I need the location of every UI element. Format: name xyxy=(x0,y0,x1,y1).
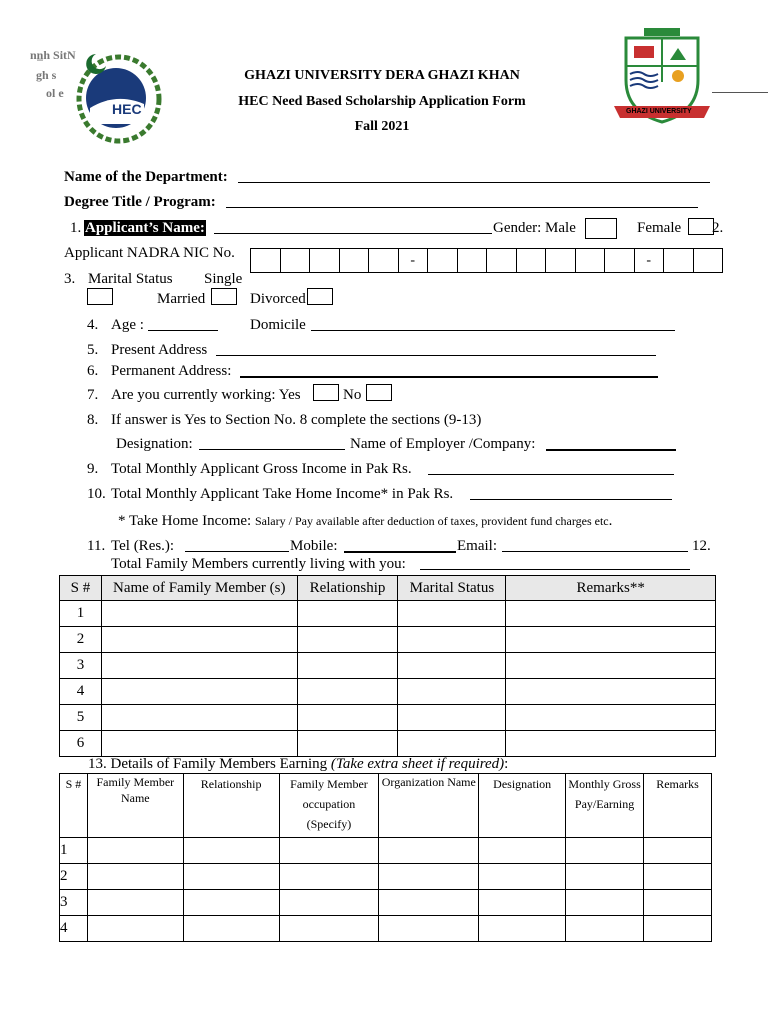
table-cell[interactable] xyxy=(566,864,644,890)
row-number: 3 xyxy=(60,890,88,916)
table-cell[interactable] xyxy=(506,653,716,679)
email-field[interactable] xyxy=(502,537,688,552)
table-cell[interactable] xyxy=(644,916,712,942)
row-number: 1 xyxy=(60,838,88,864)
q3-number: 3. xyxy=(64,271,76,287)
left-logo-text-1: nn̲h SitN xyxy=(30,48,76,62)
q8-number: 8. xyxy=(87,412,99,428)
male-checkbox[interactable] xyxy=(585,218,617,239)
col-header: Designation xyxy=(479,774,566,838)
table-cell[interactable] xyxy=(506,731,716,757)
divorced-label: Divorced xyxy=(250,291,306,307)
table-row xyxy=(60,601,716,627)
table-cell[interactable] xyxy=(297,705,398,731)
working-no-checkbox[interactable] xyxy=(366,384,392,401)
table-cell[interactable] xyxy=(479,890,566,916)
q9-number: 9. xyxy=(87,461,99,477)
university-name: GHAZI UNIVERSITY DERA GHAZI KHAN xyxy=(244,68,520,83)
table-cell[interactable] xyxy=(644,890,712,916)
col-header: Relationship xyxy=(297,576,398,601)
take-home-note-text: Salary / Pay available after deduction of taxes, provident fund charges etc xyxy=(254,514,609,528)
table-cell[interactable] xyxy=(506,601,716,627)
gender-label: Gender: Male xyxy=(493,220,576,236)
row-number: 6 xyxy=(60,731,102,757)
degree-label: Degree Title / Program: xyxy=(64,194,216,210)
designation-field[interactable] xyxy=(199,435,345,450)
table-cell[interactable] xyxy=(87,916,183,942)
col-header: Monthly Gross Pay/Earning xyxy=(566,774,644,838)
table-cell[interactable] xyxy=(379,838,479,864)
domicile-field[interactable] xyxy=(311,316,675,331)
col-header: Marital Status xyxy=(398,576,506,601)
table-cell[interactable] xyxy=(379,864,479,890)
col-header: Family Member occupation (Specify) xyxy=(279,774,379,838)
divorced-checkbox[interactable] xyxy=(307,288,333,305)
caption-suffix: : xyxy=(504,756,509,772)
nic-cell[interactable] xyxy=(251,249,281,273)
present-address-label: Present Address xyxy=(111,342,208,358)
row-number: 4 xyxy=(60,679,102,705)
table-cell[interactable] xyxy=(506,705,716,731)
table-cell[interactable] xyxy=(398,653,506,679)
table-cell[interactable] xyxy=(101,679,297,705)
nic-cell[interactable] xyxy=(339,249,369,273)
table-cell[interactable] xyxy=(398,627,506,653)
table-row xyxy=(60,627,716,653)
table-cell[interactable] xyxy=(297,601,398,627)
designation-label: Designation: xyxy=(116,436,193,452)
nic-label: Applicant NADRA NIC No. xyxy=(64,245,235,261)
table-header-row xyxy=(60,774,712,838)
mobile-label: Mobile: xyxy=(290,538,338,554)
table-header-row xyxy=(60,576,716,601)
nic-cell[interactable] xyxy=(457,249,487,273)
table-cell[interactable] xyxy=(479,838,566,864)
table-cell[interactable] xyxy=(479,864,566,890)
row-number: 2 xyxy=(60,627,102,653)
take-home-label: Total Monthly Applicant Take Home Income* in Pak Rs. xyxy=(111,486,454,502)
department-field[interactable] xyxy=(238,168,710,183)
q12-number: 12. xyxy=(692,538,711,554)
table-row xyxy=(60,838,712,864)
col-header: Remarks** xyxy=(506,576,716,601)
form-title: HEC Need Based Scholarship Application Form xyxy=(238,94,526,109)
take-home-note-end: . xyxy=(608,513,613,529)
table-cell[interactable] xyxy=(566,890,644,916)
table-cell[interactable] xyxy=(183,916,279,942)
nic-cell[interactable] xyxy=(310,249,340,273)
nic-cell[interactable] xyxy=(516,249,546,273)
table-cell[interactable] xyxy=(87,864,183,890)
table-cell[interactable] xyxy=(279,864,379,890)
domicile-label: Domicile xyxy=(250,317,306,333)
table-cell[interactable] xyxy=(398,731,506,757)
col-header: S # xyxy=(60,774,88,838)
table-cell[interactable] xyxy=(101,705,297,731)
female-label: Female xyxy=(637,220,682,236)
nic-grid[interactable] xyxy=(250,248,723,273)
take-home-note xyxy=(118,513,612,530)
nic-cell[interactable] xyxy=(487,249,517,273)
table-cell[interactable] xyxy=(398,679,506,705)
table-cell[interactable] xyxy=(101,601,297,627)
hec-logo-icon xyxy=(76,44,162,144)
row-number: 3 xyxy=(60,653,102,679)
married-checkbox[interactable] xyxy=(211,288,237,305)
table-cell[interactable] xyxy=(87,890,183,916)
row-number: 5 xyxy=(60,705,102,731)
top-right-rule xyxy=(712,92,768,93)
table-cell[interactable] xyxy=(479,916,566,942)
single-label: Single xyxy=(204,271,243,287)
table-cell[interactable] xyxy=(297,627,398,653)
svg-text:HEC: HEC xyxy=(112,101,142,117)
take-home-note-label: * Take Home Income: xyxy=(118,513,252,529)
table-row xyxy=(60,679,716,705)
email-label: Email: xyxy=(457,538,497,554)
nic-cell[interactable] xyxy=(664,249,694,273)
single-checkbox[interactable] xyxy=(87,288,113,305)
earning-members-caption xyxy=(88,756,508,773)
working-yes-checkbox[interactable] xyxy=(313,384,339,401)
table-cell[interactable] xyxy=(398,705,506,731)
q7-number: 7. xyxy=(87,387,99,403)
table-cell[interactable] xyxy=(506,679,716,705)
marital-status-label: Marital Status xyxy=(88,271,173,287)
table-cell[interactable] xyxy=(183,890,279,916)
take-home-field[interactable] xyxy=(470,485,672,500)
left-logo-text-2: gh s xyxy=(36,68,57,82)
working-label: Are you currently working: Yes xyxy=(111,387,301,403)
caption-prefix: 13. Details of Family Members Earning xyxy=(88,756,331,772)
table-cell[interactable] xyxy=(644,864,712,890)
table-cell[interactable] xyxy=(183,838,279,864)
col-header: Relationship xyxy=(183,774,279,838)
family-living-field[interactable] xyxy=(420,555,690,570)
col-header: S # xyxy=(60,576,102,601)
permanent-address-label: Permanent Address: xyxy=(111,363,232,379)
employer-field[interactable] xyxy=(546,435,676,451)
crest-banner-text: GHAZI UNIVERSITY xyxy=(626,108,692,115)
table-cell[interactable] xyxy=(87,838,183,864)
col-header: Family Member Name xyxy=(87,774,183,838)
table-cell[interactable] xyxy=(379,916,479,942)
gross-income-label: Total Monthly Applicant Gross Income in Pak Rs. xyxy=(111,461,412,477)
table-row xyxy=(60,705,716,731)
table-cell[interactable] xyxy=(566,916,644,942)
table-cell[interactable] xyxy=(398,601,506,627)
table-cell[interactable] xyxy=(279,916,379,942)
left-logo-text-3: ol e xyxy=(46,86,64,100)
tel-field[interactable] xyxy=(185,537,289,552)
table-cell[interactable] xyxy=(279,890,379,916)
married-label: Married xyxy=(157,291,206,307)
female-checkbox[interactable] xyxy=(688,218,714,235)
q11-number: 11. xyxy=(87,538,106,554)
table-row xyxy=(60,890,712,916)
col-header: Remarks xyxy=(644,774,712,838)
nic-cell[interactable] xyxy=(693,249,723,273)
table-cell[interactable] xyxy=(183,864,279,890)
table-row xyxy=(60,864,712,890)
row-number: 2 xyxy=(60,864,88,890)
q6-number: 6. xyxy=(87,363,99,379)
degree-field[interactable] xyxy=(226,193,698,208)
q2-number: 2. xyxy=(712,220,724,236)
caption-italic: (Take extra sheet if required) xyxy=(330,756,505,772)
nic-cell[interactable] xyxy=(605,249,635,273)
table-cell[interactable] xyxy=(379,890,479,916)
table-row xyxy=(60,916,712,942)
q4-number: 4. xyxy=(87,317,99,333)
table-cell[interactable] xyxy=(101,627,297,653)
table-row xyxy=(60,731,716,757)
age-field[interactable] xyxy=(148,316,218,331)
employer-label: Name of Employer /Company: xyxy=(350,436,536,452)
nic-cell[interactable] xyxy=(546,249,576,273)
col-header: Name of Family Member (s) xyxy=(101,576,297,601)
nic-cell[interactable] xyxy=(575,249,605,273)
table-cell[interactable] xyxy=(101,731,297,757)
table-cell[interactable] xyxy=(506,627,716,653)
nic-cell[interactable] xyxy=(369,249,399,273)
earning-members-table xyxy=(59,773,712,942)
permanent-address-field[interactable] xyxy=(240,362,658,378)
col-header: Organization Name xyxy=(379,774,479,838)
nic-cell[interactable] xyxy=(428,249,458,273)
no-label: No xyxy=(343,387,362,403)
applicant-name-label: Applicant’s Name: xyxy=(85,220,205,236)
mobile-field[interactable] xyxy=(344,537,456,553)
table-cell[interactable] xyxy=(644,838,712,864)
table-cell[interactable] xyxy=(279,838,379,864)
nic-dash: - xyxy=(398,249,428,273)
q1-number: 1. xyxy=(70,220,82,236)
nic-dash: - xyxy=(634,249,664,273)
q5-number: 5. xyxy=(87,342,99,358)
gross-income-field[interactable] xyxy=(428,460,674,475)
table-cell[interactable] xyxy=(566,838,644,864)
row-number: 1 xyxy=(60,601,102,627)
table-row xyxy=(60,653,716,679)
department-label: Name of the Department: xyxy=(64,169,228,185)
nic-cell[interactable] xyxy=(280,249,310,273)
table-cell[interactable] xyxy=(297,653,398,679)
family-living-label: Total Family Members currently living with you: xyxy=(111,556,406,572)
q10-number: 10. xyxy=(87,486,106,502)
age-label: Age : xyxy=(111,317,144,333)
session-title: Fall 2021 xyxy=(354,119,410,134)
table-cell[interactable] xyxy=(297,731,398,757)
if-yes-text: If answer is Yes to Section No. 8 complete the sections (9-13) xyxy=(111,412,482,428)
tel-label: Tel (Res.): xyxy=(111,538,175,554)
table-cell[interactable] xyxy=(101,653,297,679)
applicant-name-field[interactable] xyxy=(214,219,492,234)
table-cell[interactable] xyxy=(297,679,398,705)
present-address-field[interactable] xyxy=(216,341,656,356)
row-number: 4 xyxy=(60,916,88,942)
family-members-table xyxy=(59,575,716,757)
